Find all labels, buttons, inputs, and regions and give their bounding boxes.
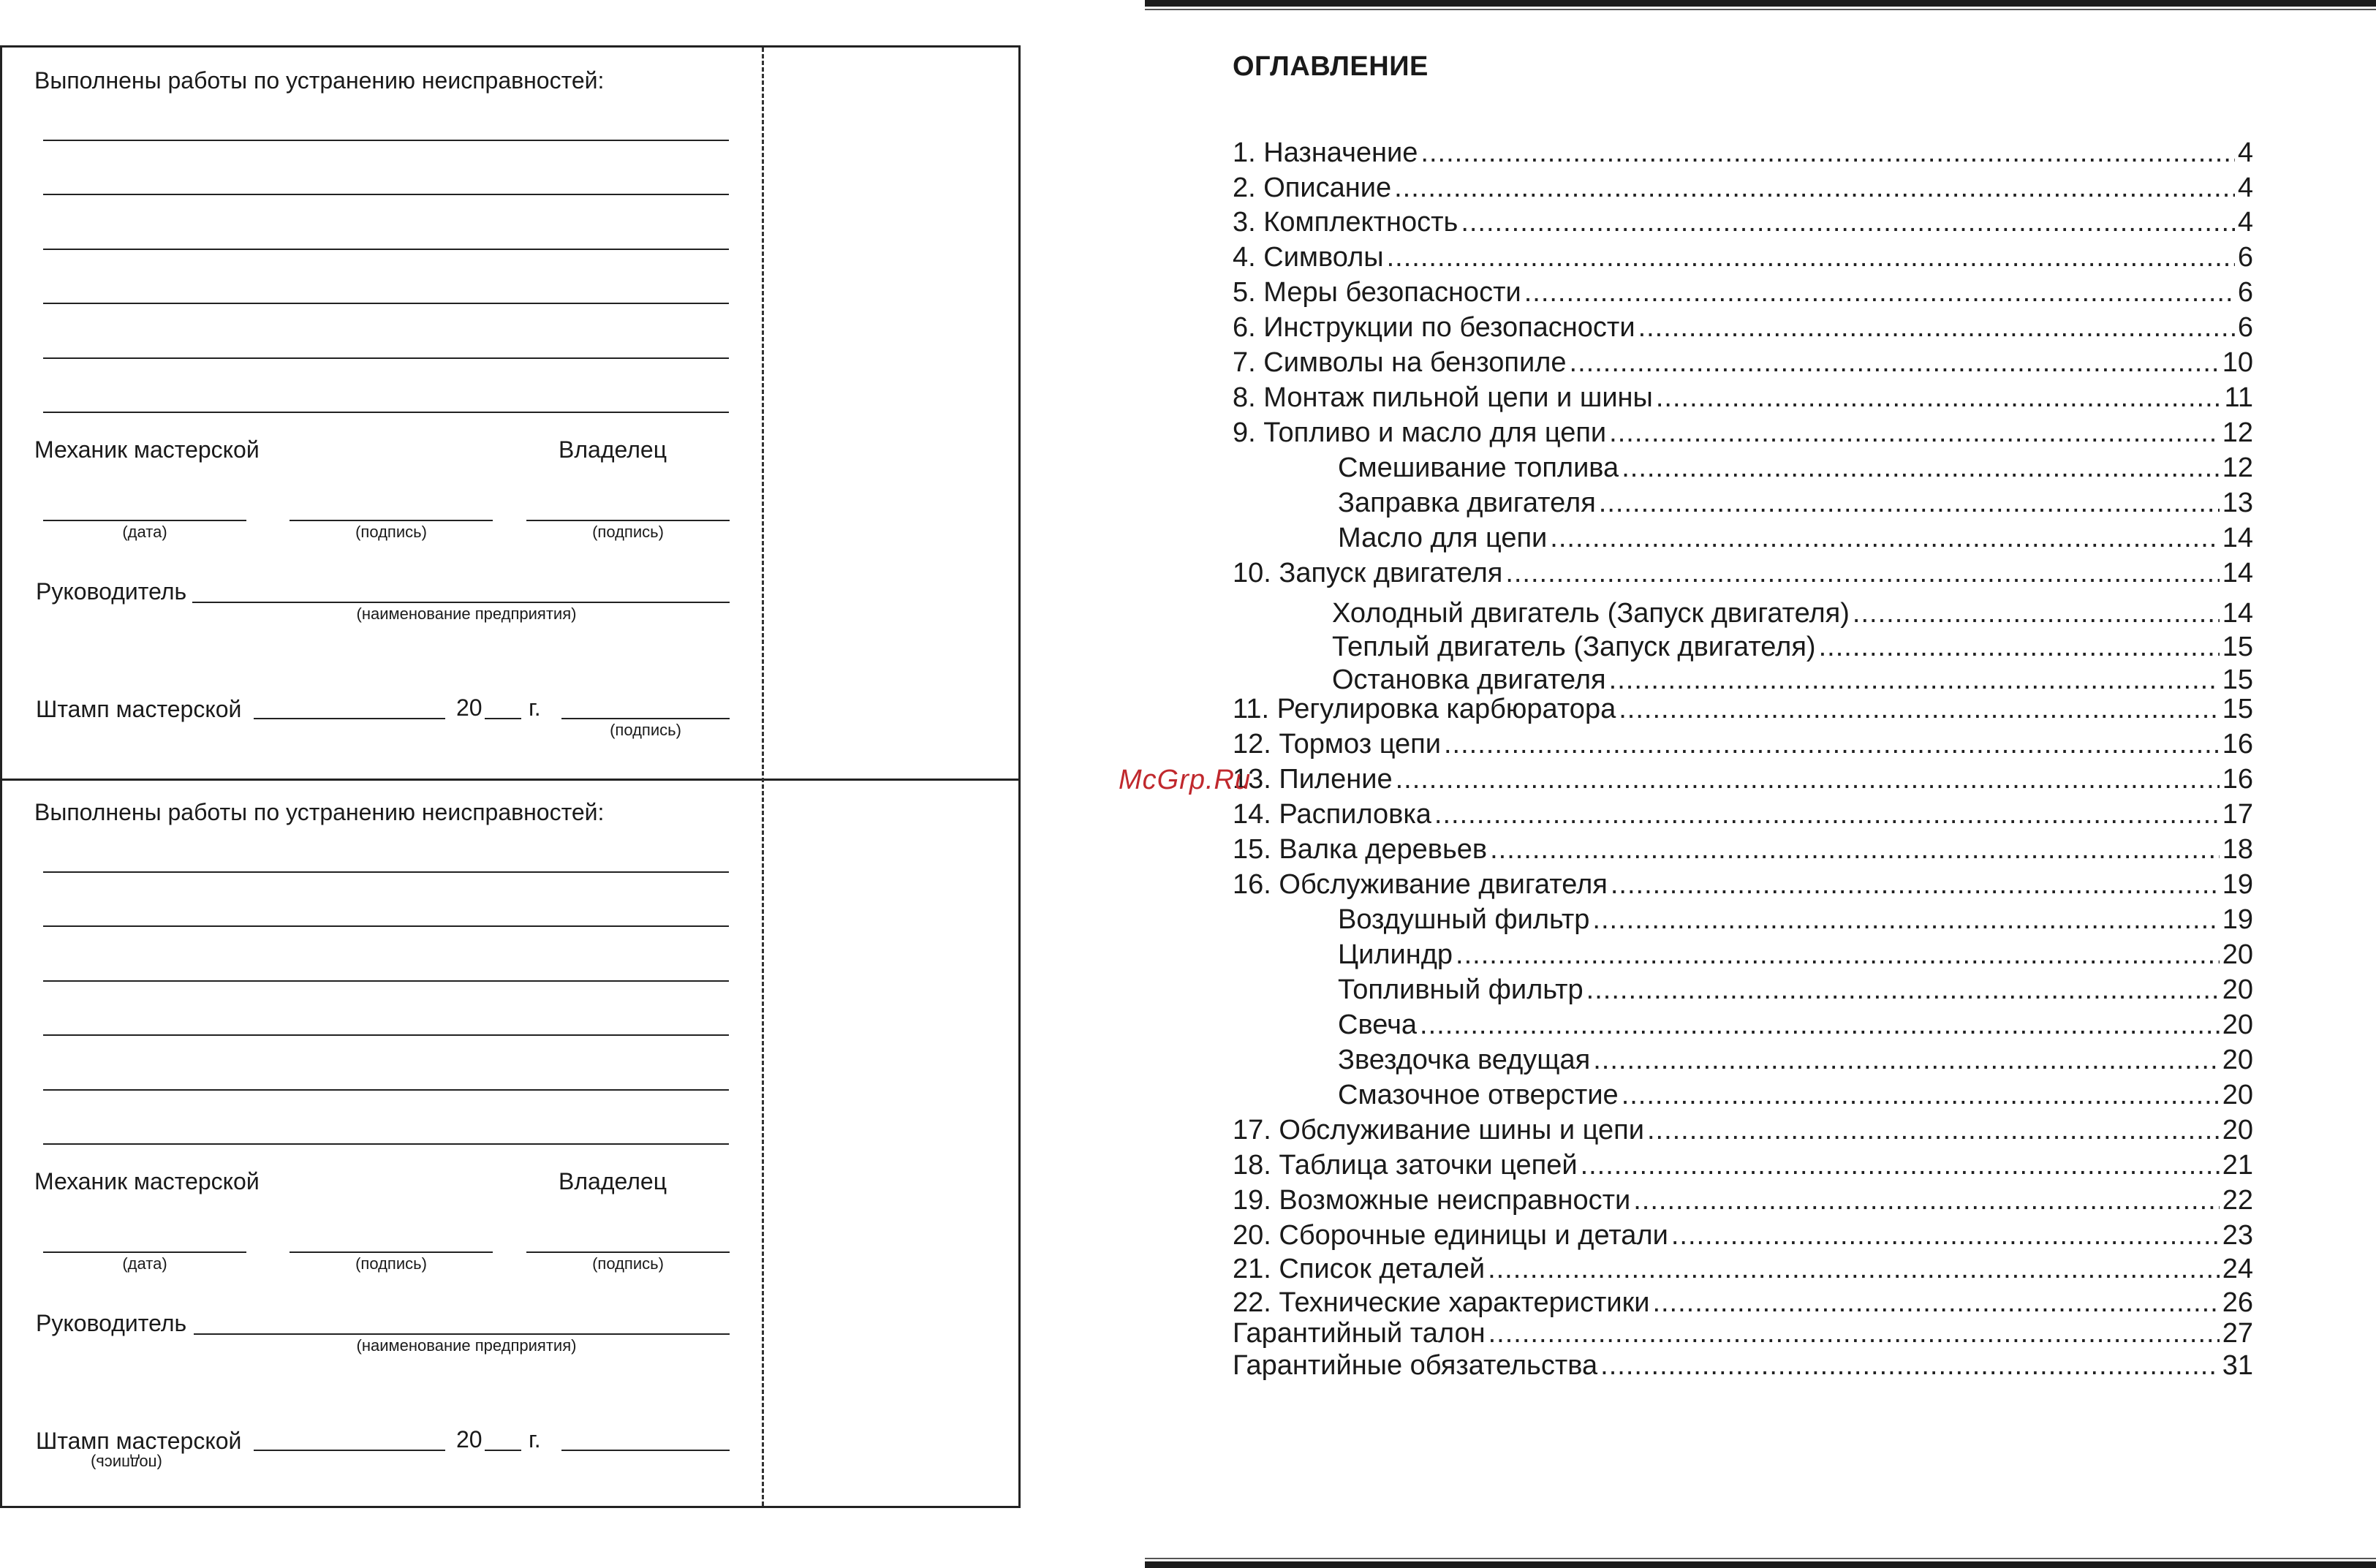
year-suffix: г. [529,694,541,721]
toc-leader [1853,598,2220,629]
signature-caption: (подпись) [355,523,427,541]
toc-entry[interactable]: 15. Валка деревьев ..... 18 [1233,834,2253,866]
mechanic-label: Механик мастерской [34,1168,260,1194]
signature-caption: (подпись) [610,721,681,739]
toc-subentry[interactable]: Теплый двигатель (Запуск двигателя) ..... 15 [1332,632,2253,664]
year-line[interactable] [485,1450,521,1451]
toc-leader [1461,207,2235,238]
toc-leader [1611,869,2220,901]
toc-leader [1656,382,2222,414]
company-caption: (наименование предприятия) [356,1336,577,1355]
toc-leader [1619,694,2220,725]
toc-leader [1647,1115,2220,1146]
toc-entry[interactable]: 20. Сборочные единицы и детали ..... 23 [1233,1220,2253,1252]
toc-leader [1609,664,2220,696]
toc-leader [1599,488,2220,519]
toc-leader [1581,1150,2220,1181]
toc-subentry[interactable]: Смазочное отверстие ..... 20 [1338,1080,2253,1112]
repair-form [0,45,1021,1508]
toc-entry[interactable]: 13. Пиление ..... 16 [1233,764,2253,796]
toc-leader [1652,1287,2219,1319]
toc-subentry[interactable]: Воздушный фильтр ..... 19 [1338,904,2253,936]
signature-caption: (подпись) [592,523,664,541]
mechanic-signature-line[interactable] [290,1251,493,1253]
toc-leader [1622,1080,2220,1111]
director-label: Руководитель [36,1310,187,1336]
year-suffix: г. [529,1426,541,1453]
stamp-line[interactable] [254,1450,445,1451]
toc-entry[interactable]: 21. Список деталей ..... 24 [1233,1254,2253,1286]
mechanic-signature-line[interactable] [290,520,493,521]
toc-subentry[interactable]: Смешивание топлива ..... 12 [1338,452,2253,485]
repair-heading: Выполнены работы по устранению неисправностей: [34,67,605,94]
toc-leader [1444,729,2220,760]
toc-leader [1394,173,2235,204]
date-line[interactable] [43,520,246,521]
company-line[interactable] [194,1333,730,1335]
repair-line[interactable] [43,194,729,195]
toc-entry[interactable]: 6. Инструкции по безопасности ..... 6 [1233,312,2253,344]
toc-subentry[interactable]: Заправка двигателя ..... 13 [1338,488,2253,520]
toc-leader [1593,1045,2219,1076]
toc-leader [1633,1185,2219,1216]
toc-entry[interactable]: 1. Назначение ..... 4 [1233,137,2253,170]
toc-entry[interactable]: 9. Топливо и масло для цепи ..... 12 [1233,417,2253,450]
toc-leader [1819,632,2220,663]
toc-entry[interactable]: Гарантийный талон ..... 27 [1233,1318,2253,1350]
year-line[interactable] [485,718,521,719]
repair-form-block-1 [2,48,763,779]
toc-leader [1586,974,2220,1006]
repair-form-block-2 [2,779,763,1510]
toc-leader [1434,799,2220,830]
toc-subentry[interactable]: Холодный двигатель (Запуск двигателя) ..... 14 [1332,598,2253,630]
toc-entry[interactable]: 16. Обслуживание двигателя ..... 19 [1233,869,2253,901]
toc-entry[interactable]: 18. Таблица заточки цепей ..... 21 [1233,1150,2253,1182]
owner-signature-line[interactable] [526,1251,730,1253]
repair-line[interactable] [43,871,729,873]
toc-subentry[interactable]: Масло для цепи ..... 14 [1338,523,2253,555]
toc-entry[interactable]: 22. Технические характеристики ..... 26 [1233,1287,2253,1319]
stamp-signature-line[interactable] [561,1450,730,1451]
owner-label: Владелец [559,436,667,463]
toc-leader [1420,137,2234,169]
stamp-label: Штамп мастерской [36,1428,242,1454]
date-caption: (дата) [122,1254,167,1273]
toc-leader [1488,1318,2220,1349]
toc-entry[interactable]: 12. Тормоз цепи ..... 16 [1233,729,2253,761]
toc-leader [1600,1350,2220,1382]
toc-entry[interactable]: 7. Символы на бензопиле ..... 10 [1233,347,2253,379]
repair-line[interactable] [43,357,729,359]
toc-leader [1490,834,2220,866]
mechanic-label: Механик мастерской [34,436,260,463]
toc-subentry[interactable]: Звездочка ведущая ..... 20 [1338,1045,2253,1077]
toc-leader [1622,452,2220,484]
owner-signature-line[interactable] [526,520,730,521]
toc-entry[interactable]: 11. Регулировка карбюратора ..... 15 [1233,694,2253,726]
toc-leader [1592,904,2219,936]
toc-leader [1420,1010,2220,1041]
company-caption: (наименование предприятия) [356,605,577,623]
watermark: McGrp.Ru [1119,765,1252,795]
toc-leader [1671,1220,2220,1251]
repair-line[interactable] [43,1143,729,1145]
toc-leader [1396,764,2220,795]
stamp-label: Штамп мастерской [36,696,242,722]
company-line[interactable] [192,602,730,603]
toc-leader [1488,1254,2220,1285]
toc-entry[interactable]: 5. Меры безопасности ..... 6 [1233,277,2253,309]
toc-leader [1550,523,2219,554]
year-prefix: 20 [456,1426,483,1453]
repair-line[interactable] [43,303,729,304]
date-line[interactable] [43,1251,246,1253]
toc-entry[interactable]: 3. Комплектность ..... 4 [1233,207,2253,239]
page-top-rule [1145,0,2376,12]
signature-caption: (подпись) [592,1254,664,1273]
date-caption: (дата) [122,523,167,541]
toc-leader [1505,558,2219,589]
repair-heading: Выполнены работы по устранению неисправностей: [34,799,605,825]
repair-line[interactable] [43,140,729,141]
toc-entry[interactable]: 8. Монтаж пильной цепи и шины ..... 11 [1233,382,2253,414]
toc-entry[interactable]: Гарантийные обязательства ..... 31 [1233,1350,2253,1382]
toc-entry[interactable]: 17. Обслуживание шины и цепи ..... 20 [1233,1115,2253,1147]
toc-entry[interactable]: 4. Символы ..... 6 [1233,242,2253,274]
toc-subentry[interactable]: Топливный фильтр ..... 20 [1338,974,2253,1007]
misprinted-signature-caption: (подпись) [91,1454,162,1472]
repair-line[interactable] [43,249,729,250]
toc-leader [1609,417,2220,449]
toc-leader [1524,277,2235,308]
repair-line[interactable] [43,1034,729,1036]
toc-entry[interactable]: 10. Запуск двигателя ..... 14 [1233,558,2253,590]
signature-caption: (подпись) [355,1254,427,1273]
toc-subentry[interactable]: Остановка двигателя ..... 15 [1332,664,2253,697]
toc-entry[interactable]: 19. Возможные неисправности ..... 22 [1233,1185,2253,1217]
owner-label: Владелец [559,1168,667,1194]
toc-entry[interactable]: 2. Описание ..... 4 [1233,173,2253,205]
director-label: Руководитель [36,578,187,605]
toc-leader [1638,312,2235,344]
toc-entry[interactable]: 14. Распиловка ..... 17 [1233,799,2253,831]
toc-leader [1570,347,2220,379]
repair-line[interactable] [43,980,729,982]
toc-subentry[interactable]: Свеча ..... 20 [1338,1010,2253,1042]
page-bottom-rule [1145,1556,2376,1568]
repair-line[interactable] [43,925,729,927]
toc-title: ОГЛАВЛЕНИЕ [1233,51,1429,82]
stamp-line[interactable] [254,718,445,719]
toc-leader [1387,242,2235,273]
stamp-signature-line[interactable] [561,718,730,719]
toc-subentry[interactable]: Цилиндр ..... 20 [1338,939,2253,972]
toc-leader [1456,939,2220,971]
repair-line[interactable] [43,1089,729,1091]
repair-line[interactable] [43,412,729,413]
year-prefix: 20 [456,694,483,721]
